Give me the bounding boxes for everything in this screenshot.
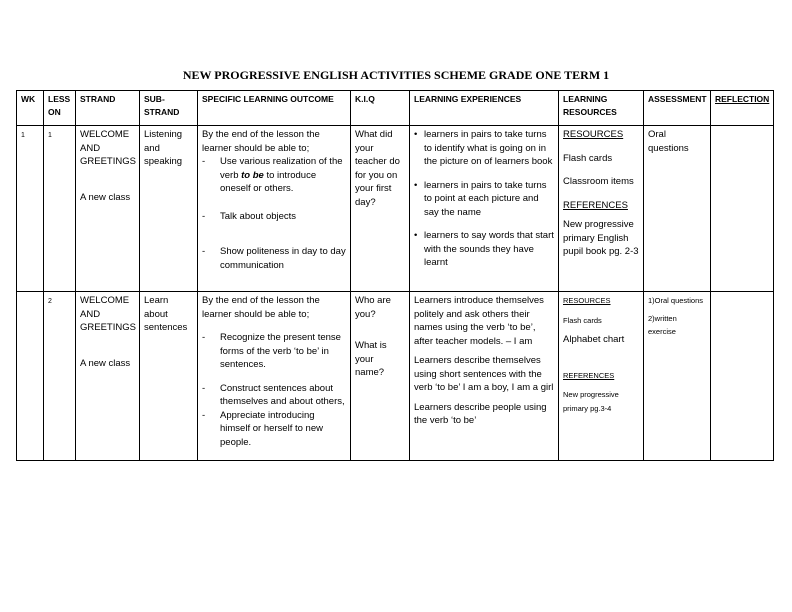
outcome-item: - Talk about objects: [202, 210, 346, 224]
strand-text: WELCOME AND GREETINGS: [80, 295, 136, 333]
strand-subtitle: A new class: [80, 191, 131, 203]
strand-text: WELCOME AND GREETINGS: [80, 129, 136, 167]
experience-item: Learners describe themselves using short sentences with the verb ‘to be’ I am a boy, I am a girl: [414, 355, 554, 393]
cell-lesson: 2: [44, 292, 76, 461]
cell-wk: 1: [17, 126, 44, 292]
reference-item: New progressive primary pg.3-4: [563, 390, 619, 413]
scheme-of-work-table: [16, 90, 774, 461]
resource-item: Flash cards: [563, 315, 602, 325]
strand-subtitle: A new class: [80, 357, 131, 369]
header-sub-strand: SUB- STRAND: [140, 91, 198, 126]
cell-reflection: [711, 126, 774, 292]
cell-specific-learning-outcome: [198, 126, 351, 292]
outcome-item: - Appreciate introducing himself or herself to new people.: [202, 409, 346, 450]
resource-item: Classroom items: [563, 176, 634, 187]
outcome-item: - Recognize the present tense forms of the verb ‘to be’ in sentences.: [202, 331, 346, 372]
header-lesson: LESS ON: [44, 91, 76, 126]
cell-kiq: [351, 292, 410, 461]
kiq-question: Who are you?: [355, 295, 391, 320]
cell-learning-experiences: [410, 292, 559, 461]
table-row: [17, 292, 774, 461]
header-strand: STRAND: [76, 91, 140, 126]
outcome-item: - Show politeness in day to day communication: [202, 245, 346, 272]
kiq-question: What is your name?: [355, 340, 387, 378]
outcome-intro: By the end of the lesson the learner should be able to;: [202, 129, 320, 154]
cell-specific-learning-outcome: [198, 292, 351, 461]
experience-item: • learners to say words that start with the sounds they have learnt: [414, 229, 554, 270]
experience-item: • learners in pairs to take turns to identify what is going on in the picture on of learners book: [414, 128, 554, 169]
header-reflection: REFLECTION: [711, 91, 774, 126]
resource-item: Flash cards: [563, 152, 613, 164]
cell-strand: [76, 292, 140, 461]
header-wk: WK: [17, 91, 44, 126]
experience-item: Learners describe people using the verb ‘to be’: [414, 401, 547, 426]
cell-sub-strand: Listening and speaking: [140, 126, 198, 292]
document-title: NEW PROGRESSIVE ENGLISH ACTIVITIES SCHEME GRADE ONE TERM 1: [182, 68, 610, 82]
cell-wk: [17, 292, 44, 461]
outcome-item: - Use various realization of the verb to be to introduce oneself or others.: [202, 155, 346, 196]
header-learning-experiences: LEARNING EXPERIENCES: [410, 91, 559, 126]
assessment-item: 2)written exercise: [648, 313, 677, 336]
references-heading: REFERENCES: [563, 370, 615, 380]
resource-item: Alphabet chart: [563, 334, 625, 345]
resources-heading: RESOURCES: [563, 129, 624, 140]
outcome-item: - Construct sentences about themselves and about others,: [202, 382, 346, 409]
cell-learning-resources: [559, 292, 644, 461]
cell-reflection: [711, 292, 774, 461]
cell-assessment: Oral questions: [644, 126, 711, 292]
references-heading: REFERENCES: [563, 199, 628, 211]
table-row: [17, 126, 774, 292]
cell-learning-experiences: [410, 126, 559, 292]
header-learning-resources: LEARNING RESOURCES: [559, 91, 644, 126]
cell-learning-resources: [559, 126, 644, 292]
cell-kiq: What did your teacher do for you on your first day?: [351, 126, 410, 292]
header-kiq: K.I.Q: [351, 91, 410, 126]
header-row: [17, 91, 774, 126]
header-assessment: ASSESSMENT: [644, 91, 711, 126]
experience-item: • learners in pairs to take turns to point at each picture and say the name: [414, 179, 554, 220]
cell-lesson: 1: [44, 126, 76, 292]
assessment-item: 1)Oral questions: [648, 296, 704, 305]
resources-heading: RESOURCES: [563, 296, 611, 305]
cell-strand: [76, 126, 140, 292]
outcome-intro: By the end of the lesson the learner should be able to;: [202, 295, 320, 320]
reference-item: New progressive primary English pupil book pg. 2-3: [563, 219, 639, 257]
experience-item: Learners introduce themselves politely and ask others their names using the verb ‘to be’, after teacher models. – I am: [414, 295, 544, 347]
cell-sub-strand: Learn about sentences: [140, 292, 198, 461]
cell-assessment: [644, 292, 711, 461]
header-specific-learning-outcome: SPECIFIC LEARNING OUTCOME: [198, 91, 351, 126]
